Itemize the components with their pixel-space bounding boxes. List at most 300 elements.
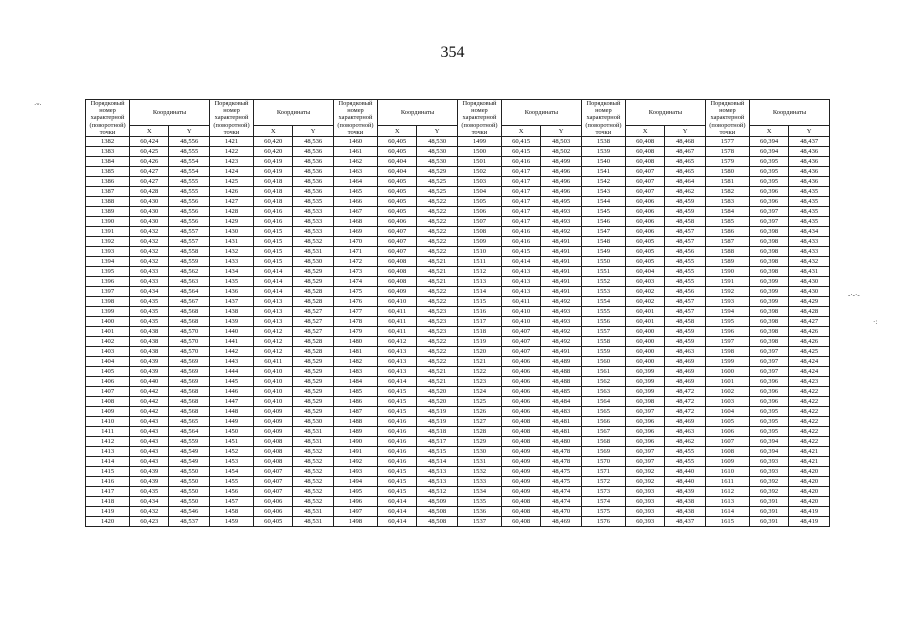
point-number-cell: 1478 [333,317,377,327]
x-coordinate-cell: 60,393 [625,507,664,517]
y-coordinate-cell: 48,440 [665,467,706,477]
x-coordinate-cell: 60,396 [625,437,664,447]
x-coordinate-cell: 60,399 [749,277,788,287]
y-coordinate-cell: 48,470 [541,507,582,517]
x-coordinate-cell: 60,414 [378,507,417,517]
point-number-cell: 1419 [86,507,130,517]
y-coordinate-cell: 48,565 [169,417,210,427]
y-column-header: Y [169,126,210,137]
point-number-cell: 1587 [705,237,749,247]
y-coordinate-cell: 48,521 [417,367,458,377]
x-coordinate-cell: 60,408 [378,267,417,277]
x-coordinate-cell: 60,404 [625,267,664,277]
x-coordinate-cell: 60,443 [130,437,169,447]
point-number-cell: 1578 [705,147,749,157]
table-row [86,147,830,157]
x-coordinate-cell: 60,393 [749,457,788,467]
point-number-cell: 1480 [333,337,377,347]
table-row [86,407,830,417]
x-coordinate-cell: 60,417 [502,167,541,177]
point-number-cell: 1466 [333,197,377,207]
y-coordinate-cell: 48,491 [541,347,582,357]
y-coordinate-cell: 48,492 [541,327,582,337]
point-number-cell: 1399 [86,307,130,317]
x-coordinate-cell: 60,392 [625,467,664,477]
point-number-header: Порядковый номер характерной (поворотной) точки [705,100,749,137]
point-number-cell: 1523 [457,377,501,387]
y-coordinate-cell: 48,485 [541,387,582,397]
x-coordinate-cell: 60,406 [502,387,541,397]
y-coordinate-cell: 48,559 [169,257,210,267]
point-number-cell: 1394 [86,257,130,267]
table-row [86,327,830,337]
y-coordinate-cell: 48,437 [665,517,706,527]
x-coordinate-cell: 60,398 [749,307,788,317]
x-coordinate-cell: 60,442 [130,387,169,397]
point-number-cell: 1501 [457,157,501,167]
y-coordinate-cell: 48,456 [665,287,706,297]
table-row [86,227,830,237]
y-coordinate-cell: 48,568 [169,317,210,327]
y-coordinate-cell: 48,432 [789,257,830,267]
table-row [86,337,830,347]
table-row [86,397,830,407]
table-row [86,177,830,187]
point-number-cell: 1541 [581,167,625,177]
point-number-cell: 1548 [581,237,625,247]
y-coordinate-cell: 48,520 [417,387,458,397]
point-number-cell: 1494 [333,477,377,487]
x-coordinate-cell: 60,396 [749,197,788,207]
point-number-cell: 1464 [333,177,377,187]
x-coordinate-cell: 60,399 [625,387,664,397]
point-number-cell: 1564 [581,397,625,407]
y-coordinate-cell: 48,493 [541,217,582,227]
point-number-cell: 1509 [457,237,501,247]
table-row [86,287,830,297]
y-coordinate-cell: 48,438 [665,507,706,517]
x-coordinate-cell: 60,413 [254,297,293,307]
y-coordinate-cell: 48,562 [169,267,210,277]
y-coordinate-cell: 48,496 [541,187,582,197]
point-number-cell: 1415 [86,467,130,477]
y-coordinate-cell: 48,434 [789,227,830,237]
x-coordinate-cell: 60,442 [130,397,169,407]
point-number-cell: 1518 [457,327,501,337]
x-column-header: X [254,126,293,137]
point-number-cell: 1440 [209,327,253,337]
point-number-cell: 1459 [209,517,253,527]
point-number-cell: 1433 [209,257,253,267]
y-coordinate-cell: 48,420 [789,467,830,477]
y-coordinate-cell: 48,554 [169,167,210,177]
point-number-cell: 1489 [333,427,377,437]
y-coordinate-cell: 48,535 [293,197,334,207]
y-coordinate-cell: 48,422 [789,397,830,407]
table-row [86,377,830,387]
point-number-cell: 1467 [333,207,377,217]
x-coordinate-cell: 60,413 [378,347,417,357]
y-coordinate-cell: 48,483 [541,407,582,417]
point-number-cell: 1383 [86,147,130,157]
x-coordinate-cell: 60,408 [502,517,541,527]
point-number-cell: 1581 [705,177,749,187]
y-coordinate-cell: 48,426 [789,327,830,337]
point-number-cell: 1510 [457,247,501,257]
point-number-cell: 1604 [705,407,749,417]
x-coordinate-cell: 60,412 [254,327,293,337]
point-number-cell: 1447 [209,397,253,407]
y-coordinate-cell: 48,459 [665,197,706,207]
point-number-cell: 1382 [86,137,130,147]
x-coordinate-cell: 60,419 [254,167,293,177]
point-number-cell: 1423 [209,157,253,167]
x-coordinate-cell: 60,406 [625,217,664,227]
point-number-cell: 1398 [86,297,130,307]
x-coordinate-cell: 60,415 [378,387,417,397]
x-coordinate-cell: 60,409 [254,417,293,427]
x-coordinate-cell: 60,414 [254,267,293,277]
x-coordinate-cell: 60,408 [502,417,541,427]
x-coordinate-cell: 60,408 [254,457,293,467]
y-coordinate-cell: 48,521 [417,277,458,287]
x-coordinate-cell: 60,416 [254,207,293,217]
x-coordinate-cell: 60,408 [625,157,664,167]
point-number-cell: 1559 [581,347,625,357]
x-coordinate-cell: 60,415 [254,257,293,267]
table-row [86,387,830,397]
point-number-cell: 1597 [705,337,749,347]
table-row [86,137,830,147]
y-coordinate-cell: 48,527 [293,307,334,317]
y-coordinate-cell: 48,420 [789,487,830,497]
point-number-cell: 1612 [705,487,749,497]
x-coordinate-cell: 60,409 [254,407,293,417]
coordinates-header: Координаты [130,100,210,126]
point-number-cell: 1558 [581,337,625,347]
x-coordinate-cell: 60,427 [130,177,169,187]
y-coordinate-cell: 48,469 [665,377,706,387]
x-coordinate-cell: 60,410 [378,297,417,307]
y-coordinate-cell: 48,522 [417,357,458,367]
point-number-cell: 1588 [705,247,749,257]
y-coordinate-cell: 48,488 [541,367,582,377]
point-number-cell: 1527 [457,417,501,427]
point-number-cell: 1589 [705,257,749,267]
point-number-cell: 1384 [86,157,130,167]
y-coordinate-cell: 48,422 [789,407,830,417]
point-number-cell: 1600 [705,367,749,377]
point-number-cell: 1427 [209,197,253,207]
point-number-cell: 1606 [705,427,749,437]
point-number-cell: 1426 [209,187,253,197]
y-coordinate-cell: 48,420 [789,477,830,487]
point-number-cell: 1482 [333,357,377,367]
point-number-cell: 1614 [705,507,749,517]
point-number-cell: 1414 [86,457,130,467]
x-coordinate-cell: 60,415 [254,227,293,237]
y-coordinate-cell: 48,555 [169,187,210,197]
point-number-cell: 1386 [86,177,130,187]
x-coordinate-cell: 60,404 [378,157,417,167]
y-coordinate-cell: 48,433 [789,247,830,257]
x-coordinate-cell: 60,403 [625,277,664,287]
x-coordinate-cell: 60,395 [749,177,788,187]
y-coordinate-cell: 48,491 [541,287,582,297]
point-number-cell: 1385 [86,167,130,177]
x-coordinate-cell: 60,416 [502,227,541,237]
x-coordinate-cell: 60,396 [749,397,788,407]
point-number-cell: 1418 [86,497,130,507]
x-coordinate-cell: 60,415 [502,147,541,157]
table-row [86,467,830,477]
x-coordinate-cell: 60,443 [130,457,169,467]
y-coordinate-cell: 48,499 [541,157,582,167]
x-coordinate-cell: 60,395 [749,427,788,437]
x-coordinate-cell: 60,411 [378,327,417,337]
coordinates-header: Координаты [378,100,458,126]
point-number-cell: 1390 [86,217,130,227]
table-row [86,427,830,437]
point-number-cell: 1460 [333,137,377,147]
y-coordinate-cell: 48,436 [789,167,830,177]
x-coordinate-cell: 60,397 [749,347,788,357]
y-coordinate-cell: 48,533 [293,207,334,217]
point-number-cell: 1488 [333,417,377,427]
y-coordinate-cell: 48,493 [541,307,582,317]
y-coordinate-cell: 48,436 [789,177,830,187]
point-number-cell: 1407 [86,387,130,397]
x-coordinate-cell: 60,407 [625,187,664,197]
y-coordinate-cell: 48,469 [541,517,582,527]
point-number-cell: 1545 [581,207,625,217]
point-number-cell: 1539 [581,147,625,157]
y-coordinate-cell: 48,456 [665,247,706,257]
point-number-cell: 1565 [581,407,625,417]
point-number-cell: 1601 [705,377,749,387]
x-coordinate-cell: 60,416 [378,457,417,467]
y-coordinate-cell: 48,435 [789,187,830,197]
x-coordinate-cell: 60,420 [254,147,293,157]
point-number-cell: 1475 [333,287,377,297]
y-coordinate-cell: 48,440 [665,477,706,487]
x-coordinate-cell: 60,406 [625,227,664,237]
table-row [86,187,830,197]
x-coordinate-cell: 60,420 [254,137,293,147]
point-number-header: Порядковый номер характерной (поворотной) точки [581,100,625,137]
x-coordinate-cell: 60,409 [254,427,293,437]
y-coordinate-cell: 48,550 [169,467,210,477]
point-number-cell: 1492 [333,457,377,467]
point-number-cell: 1396 [86,277,130,287]
y-coordinate-cell: 48,478 [541,447,582,457]
x-coordinate-cell: 60,397 [625,447,664,457]
x-coordinate-cell: 60,408 [502,507,541,517]
x-coordinate-cell: 60,406 [378,217,417,227]
y-coordinate-cell: 48,558 [169,247,210,257]
x-coordinate-cell: 60,408 [502,497,541,507]
point-number-cell: 1473 [333,267,377,277]
x-coordinate-cell: 60,417 [502,197,541,207]
x-coordinate-cell: 60,413 [378,357,417,367]
point-number-cell: 1420 [86,517,130,527]
point-number-cell: 1557 [581,327,625,337]
point-number-cell: 1487 [333,407,377,417]
y-coordinate-cell: 48,463 [665,347,706,357]
point-number-cell: 1444 [209,367,253,377]
y-coordinate-cell: 48,527 [293,327,334,337]
y-coordinate-cell: 48,464 [665,177,706,187]
y-coordinate-cell: 48,536 [293,147,334,157]
x-coordinate-cell: 60,396 [625,417,664,427]
point-number-cell: 1569 [581,447,625,457]
x-coordinate-cell: 60,407 [378,247,417,257]
x-coordinate-cell: 60,396 [749,187,788,197]
x-coordinate-cell: 60,391 [749,507,788,517]
y-coordinate-cell: 48,435 [789,197,830,207]
x-coordinate-cell: 60,398 [749,227,788,237]
x-coordinate-cell: 60,394 [749,437,788,447]
y-coordinate-cell: 48,491 [541,267,582,277]
x-coordinate-cell: 60,409 [502,487,541,497]
point-number-cell: 1491 [333,447,377,457]
point-number-cell: 1416 [86,477,130,487]
table-row [86,437,830,447]
y-coordinate-cell: 48,419 [789,517,830,527]
y-coordinate-cell: 48,529 [293,407,334,417]
y-coordinate-cell: 48,556 [169,207,210,217]
point-number-header: Порядковый номер характерной (поворотной) точки [457,100,501,137]
point-number-cell: 1468 [333,217,377,227]
x-coordinate-cell: 60,395 [749,407,788,417]
y-coordinate-cell: 48,481 [541,417,582,427]
point-number-cell: 1424 [209,167,253,177]
x-coordinate-cell: 60,391 [749,517,788,527]
y-coordinate-cell: 48,457 [665,237,706,247]
point-number-cell: 1437 [209,297,253,307]
y-coordinate-cell: 48,459 [665,207,706,217]
x-coordinate-cell: 60,407 [502,327,541,337]
x-coordinate-cell: 60,402 [625,297,664,307]
y-coordinate-cell: 48,522 [417,247,458,257]
x-coordinate-cell: 60,409 [502,447,541,457]
y-coordinate-cell: 48,484 [541,397,582,407]
point-number-cell: 1531 [457,457,501,467]
point-number-cell: 1554 [581,297,625,307]
x-coordinate-cell: 60,416 [502,157,541,167]
x-coordinate-cell: 60,406 [502,407,541,417]
y-coordinate-cell: 48,522 [417,297,458,307]
x-coordinate-cell: 60,409 [502,477,541,487]
point-number-cell: 1413 [86,447,130,457]
point-number-cell: 1408 [86,397,130,407]
y-coordinate-cell: 48,422 [789,427,830,437]
x-coordinate-cell: 60,416 [378,427,417,437]
y-coordinate-cell: 48,468 [665,137,706,147]
point-number-cell: 1490 [333,437,377,447]
coordinates-header: Координаты [254,100,334,126]
y-coordinate-cell: 48,515 [417,447,458,457]
point-number-cell: 1406 [86,377,130,387]
point-number-cell: 1443 [209,357,253,367]
y-coordinate-cell: 48,536 [293,157,334,167]
point-number-cell: 1410 [86,417,130,427]
x-coordinate-cell: 60,408 [378,277,417,287]
y-coordinate-cell: 48,531 [293,427,334,437]
point-number-cell: 1585 [705,217,749,227]
y-coordinate-cell: 48,457 [665,227,706,237]
y-coordinate-cell: 48,529 [293,277,334,287]
point-number-cell: 1474 [333,277,377,287]
x-coordinate-cell: 60,393 [625,517,664,527]
point-number-cell: 1576 [581,517,625,527]
y-coordinate-cell: 48,549 [169,457,210,467]
y-coordinate-cell: 48,433 [789,237,830,247]
y-coordinate-cell: 48,455 [665,277,706,287]
x-column-header: X [130,126,169,137]
x-coordinate-cell: 60,434 [130,287,169,297]
x-coordinate-cell: 60,400 [625,337,664,347]
y-coordinate-cell: 48,438 [665,497,706,507]
x-coordinate-cell: 60,408 [625,147,664,157]
x-coordinate-cell: 60,396 [749,377,788,387]
point-number-cell: 1566 [581,417,625,427]
y-coordinate-cell: 48,550 [169,497,210,507]
point-number-cell: 1446 [209,387,253,397]
x-coordinate-cell: 60,398 [749,337,788,347]
x-coordinate-cell: 60,418 [254,177,293,187]
x-coordinate-cell: 60,405 [378,147,417,157]
x-coordinate-cell: 60,405 [378,137,417,147]
x-coordinate-cell: 60,438 [130,337,169,347]
y-coordinate-cell: 48,493 [541,317,582,327]
point-number-cell: 1456 [209,487,253,497]
y-coordinate-cell: 48,557 [169,237,210,247]
x-coordinate-cell: 60,439 [130,477,169,487]
point-number-cell: 1477 [333,307,377,317]
point-number-cell: 1525 [457,397,501,407]
point-number-cell: 1403 [86,347,130,357]
x-coordinate-cell: 60,430 [130,207,169,217]
point-number-cell: 1508 [457,227,501,237]
point-number-cell: 1516 [457,307,501,317]
point-number-cell: 1537 [457,517,501,527]
point-number-cell: 1499 [457,137,501,147]
y-coordinate-cell: 48,569 [169,377,210,387]
x-coordinate-cell: 60,416 [378,417,417,427]
point-number-cell: 1582 [705,187,749,197]
y-coordinate-cell: 48,527 [293,317,334,327]
x-coordinate-cell: 60,412 [254,347,293,357]
table-row [86,267,830,277]
point-number-cell: 1486 [333,397,377,407]
y-coordinate-cell: 48,422 [789,437,830,447]
y-coordinate-cell: 48,533 [293,227,334,237]
table-row [86,197,830,207]
y-coordinate-cell: 48,491 [541,247,582,257]
point-number-cell: 1586 [705,227,749,237]
x-coordinate-cell: 60,409 [502,467,541,477]
point-number-cell: 1568 [581,437,625,447]
point-number-cell: 1391 [86,227,130,237]
x-coordinate-cell: 60,417 [502,207,541,217]
y-coordinate-cell: 48,531 [293,437,334,447]
y-coordinate-cell: 48,489 [541,357,582,367]
x-coordinate-cell: 60,435 [130,487,169,497]
y-coordinate-cell: 48,521 [417,257,458,267]
y-coordinate-cell: 48,457 [665,307,706,317]
point-number-cell: 1442 [209,347,253,357]
